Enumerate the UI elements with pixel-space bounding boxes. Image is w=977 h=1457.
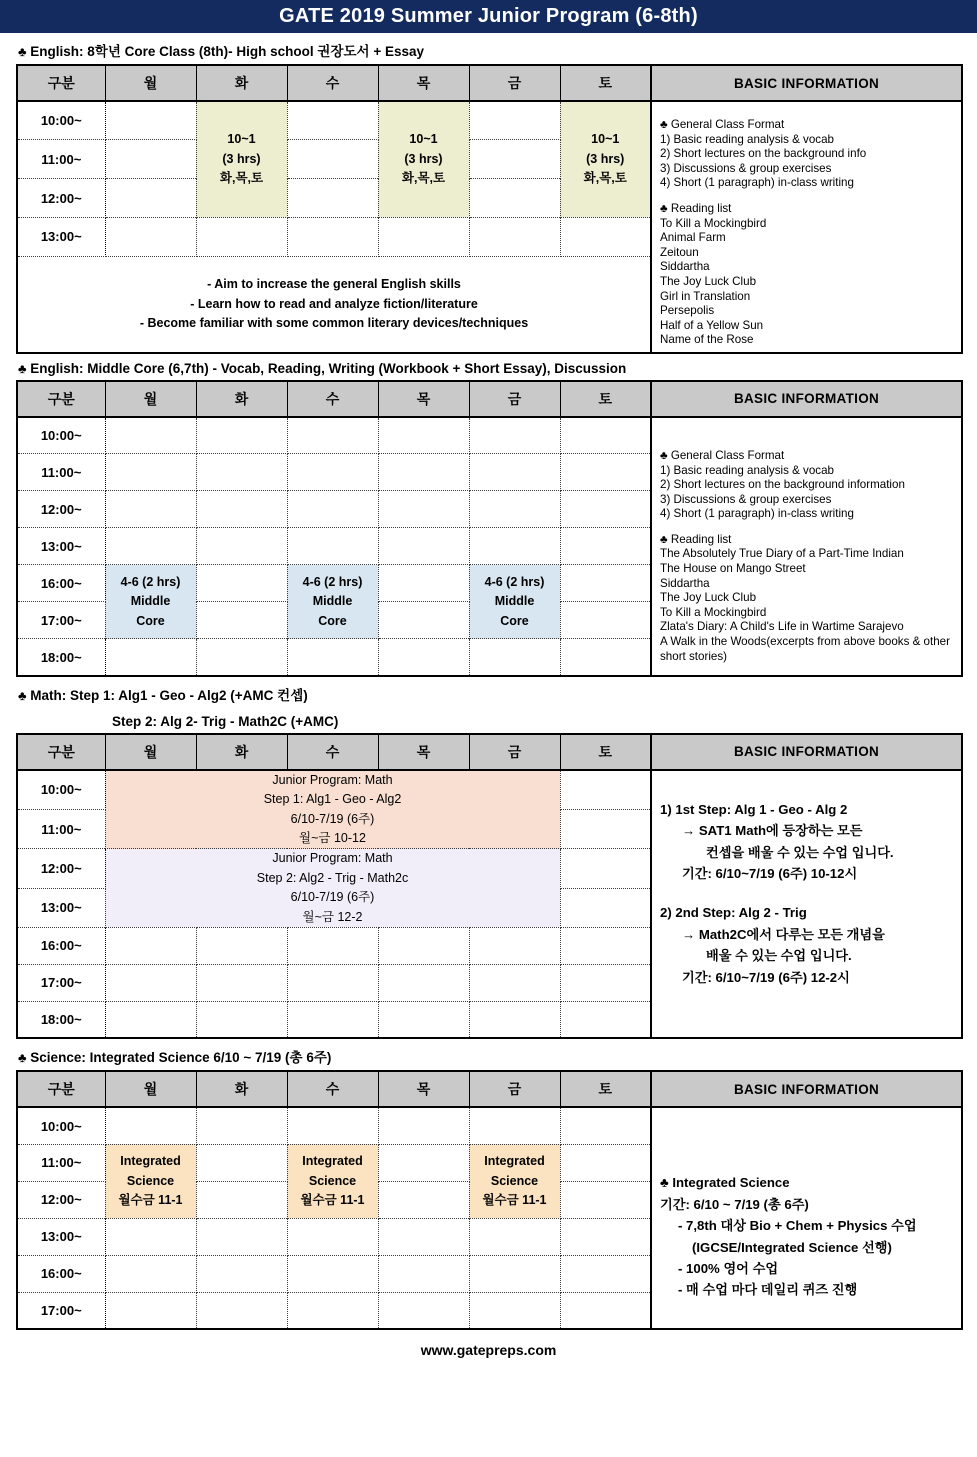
slot-fri[interactable] [469, 217, 560, 256]
time-label: 10:00~ [17, 101, 105, 140]
math-info-line: → SAT1 Math에 등장하는 모든 [682, 823, 863, 839]
math-step1-line: Junior Program: Math [272, 772, 393, 787]
slot-thu[interactable] [378, 565, 469, 602]
slot-thu[interactable] [378, 1292, 469, 1329]
section-heading-math [16, 677, 961, 708]
time-label: 17:00~ [17, 964, 105, 1001]
table-header-row [17, 734, 962, 770]
schedule-table-middle-core [16, 380, 963, 677]
time-label: 16:00~ [17, 565, 105, 602]
class-block-fri[interactable] [469, 1144, 560, 1218]
col-header-fri: 금 [469, 734, 560, 770]
math-step2-block[interactable] [105, 849, 560, 928]
col-header-thu: 목 [378, 381, 469, 417]
col-header-tue: 화 [196, 1071, 287, 1107]
math-step2-line: Step 2: Alg2 - Trig - Math2c [256, 870, 409, 885]
slot-thu[interactable] [378, 217, 469, 256]
slot-wed[interactable] [287, 528, 378, 565]
time-label: 12:00~ [17, 849, 105, 888]
time-label: 10:00~ [17, 1107, 105, 1144]
info-reading-item: Name of the Rose [660, 333, 754, 347]
slot-wed[interactable] [287, 101, 378, 140]
schedule-table-math [16, 733, 963, 1040]
slot-sat[interactable] [560, 770, 651, 810]
slot-mon[interactable] [105, 528, 196, 565]
col-header-basic-information: BASIC INFORMATION [651, 65, 962, 101]
slot-thu[interactable] [378, 528, 469, 565]
slot-wed[interactable] [287, 927, 378, 964]
basic-information-panel [651, 101, 962, 353]
class-block-line2: Science [490, 1173, 539, 1188]
class-block-sat[interactable] [560, 101, 651, 217]
science-info-line: (IGCSE/Integrated Science 선행) [692, 1239, 892, 1255]
col-header-wed: 수 [287, 1071, 378, 1107]
col-header-time: 구분 [17, 734, 105, 770]
math-info-line: 2) 2nd Step: Alg 2 - Trig [660, 905, 807, 921]
slot-sat[interactable] [560, 927, 651, 964]
class-block-line3: Core [318, 613, 347, 628]
slot-tue[interactable] [196, 1144, 287, 1181]
class-block-line2: Middle [312, 594, 353, 609]
info-format-item: 2) Short lectures on the background information [660, 478, 905, 492]
schedule-table-science [16, 1070, 963, 1330]
col-header-thu: 목 [378, 65, 469, 101]
slot-tue[interactable] [196, 927, 287, 964]
math-step2-line: 월~금 12-2 [302, 909, 363, 924]
science-info-line: - 7,8th 대상 Bio + Chem + Physics 수업 [678, 1218, 917, 1234]
slot-thu[interactable] [378, 927, 469, 964]
info-reading-item: Zeitoun [660, 245, 699, 259]
section-math [0, 677, 977, 1040]
slot-sat[interactable] [560, 1001, 651, 1038]
section-heading-english-core [16, 33, 961, 64]
slot-mon[interactable] [105, 1001, 196, 1038]
basic-information-panel [651, 417, 962, 676]
class-block-line3: 월수금 11-1 [300, 1193, 365, 1208]
table-row [17, 1107, 962, 1144]
time-label: 18:00~ [17, 1001, 105, 1038]
aim-line: - Learn how to read and analyze fiction/literature [190, 296, 478, 311]
slot-mon[interactable] [105, 964, 196, 1001]
math-info-line: 기간: 6/10~7/19 (6주) 10-12시 [682, 866, 858, 882]
class-block-line1: Integrated [120, 1154, 181, 1169]
info-reading-item: Half of a Yellow Sun [660, 318, 764, 332]
slot-wed[interactable] [287, 639, 378, 676]
info-reading-item: Persepolis [660, 304, 715, 318]
slot-sat[interactable] [560, 217, 651, 256]
slot-sat[interactable] [560, 417, 651, 454]
class-block-line3: Core [136, 613, 165, 628]
slot-tue[interactable] [196, 964, 287, 1001]
slot-sat[interactable] [560, 1255, 651, 1292]
slot-tue[interactable] [196, 1218, 287, 1255]
col-header-mon: 월 [105, 65, 196, 101]
class-block-line1: Integrated [302, 1154, 363, 1169]
info-format-item: 1) Basic reading analysis & vocab [660, 132, 834, 146]
math-step1-line: Step 1: Alg1 - Geo - Alg2 [263, 792, 402, 807]
class-block-line3: 화,목,토 [219, 171, 264, 186]
science-info-line: 기간: 6/10 ~ 7/19 (총 6주) [660, 1196, 809, 1212]
slot-tue[interactable] [196, 602, 287, 639]
col-header-tue: 화 [196, 734, 287, 770]
table-header-row [17, 1071, 962, 1107]
slot-fri[interactable] [469, 964, 560, 1001]
col-header-wed: 수 [287, 65, 378, 101]
class-block-wed[interactable] [287, 1144, 378, 1218]
basic-information-panel [651, 1107, 962, 1329]
aim-line: - Become familiar with some common literary devices/techniques [139, 316, 529, 331]
slot-tue[interactable] [196, 528, 287, 565]
slot-sat[interactable] [560, 964, 651, 1001]
col-header-time: 구분 [17, 1071, 105, 1107]
slot-mon[interactable] [105, 1107, 196, 1144]
section-english-core [0, 33, 977, 354]
slot-thu[interactable] [378, 964, 469, 1001]
slot-sat[interactable] [560, 809, 651, 849]
slot-mon[interactable] [105, 927, 196, 964]
col-header-sat: 토 [560, 1071, 651, 1107]
slot-mon[interactable] [105, 454, 196, 491]
slot-wed[interactable] [287, 1107, 378, 1144]
class-block-line2: Science [126, 1173, 175, 1188]
slot-fri[interactable] [469, 1292, 560, 1329]
col-header-sat: 토 [560, 381, 651, 417]
class-block-line3: 화,목,토 [583, 171, 627, 186]
aim-line: - Aim to increase the general English skills [207, 276, 461, 291]
class-block-fri[interactable] [469, 565, 560, 639]
slot-wed[interactable] [287, 1218, 378, 1255]
slot-sat[interactable] [560, 849, 651, 888]
section-english-middle-core [0, 354, 977, 677]
col-header-time: 구분 [17, 65, 105, 101]
slot-fri[interactable] [469, 639, 560, 676]
col-header-tue: 화 [196, 65, 287, 101]
info-reading-item: To Kill a Mockingbird [660, 216, 767, 230]
time-label: 11:00~ [17, 1144, 105, 1181]
slot-mon[interactable] [105, 140, 196, 179]
table-row [17, 101, 962, 140]
slot-sat[interactable] [560, 888, 651, 927]
info-format-item: 1) Basic reading analysis & vocab [660, 463, 834, 477]
slot-sat[interactable] [560, 1144, 651, 1181]
table-row [17, 770, 962, 810]
slot-mon[interactable] [105, 1292, 196, 1329]
slot-sat[interactable] [560, 1107, 651, 1144]
time-label: 13:00~ [17, 1218, 105, 1255]
table-header-row [17, 381, 962, 417]
class-block-line2: (3 hrs) [586, 151, 625, 166]
science-info-line: - 100% 영어 수업 [678, 1260, 779, 1276]
slot-sat[interactable] [560, 639, 651, 676]
class-block-line1: 4-6 (2 hrs) [302, 574, 363, 589]
slot-mon[interactable] [105, 1218, 196, 1255]
slot-tue[interactable] [196, 454, 287, 491]
math-info-line: 배울 수 있는 수업 입니다. [706, 948, 852, 964]
time-label: 11:00~ [17, 140, 105, 179]
time-label: 13:00~ [17, 528, 105, 565]
col-header-mon: 월 [105, 1071, 196, 1107]
class-block-line2: Middle [130, 594, 171, 609]
slot-thu[interactable] [378, 417, 469, 454]
col-header-tue: 화 [196, 381, 287, 417]
slot-thu[interactable] [378, 1218, 469, 1255]
slot-sat[interactable] [560, 491, 651, 528]
col-header-fri: 금 [469, 381, 560, 417]
class-block-line1: 4-6 (2 hrs) [120, 574, 181, 589]
club-icon: ♣ [18, 360, 27, 376]
class-block-line3: 월수금 11-1 [118, 1193, 183, 1208]
math-info-line: 기간: 6/10~7/19 (6주) 12-2시 [682, 969, 850, 985]
slot-wed[interactable] [287, 1001, 378, 1038]
slot-fri[interactable] [469, 528, 560, 565]
time-label: 16:00~ [17, 1255, 105, 1292]
slot-wed[interactable] [287, 1292, 378, 1329]
math-info-line: 컨셉을 배울 수 있는 수업 입니다. [706, 844, 894, 860]
slot-mon[interactable] [105, 217, 196, 256]
slot-thu[interactable] [378, 1144, 469, 1181]
slot-sat[interactable] [560, 565, 651, 602]
section-science [0, 1039, 977, 1330]
slot-mon[interactable] [105, 639, 196, 676]
slot-mon[interactable] [105, 491, 196, 528]
club-icon: ♣ [18, 44, 27, 59]
math-step1-line: 6/10-7/19 (6주) [290, 811, 375, 826]
info-format-item: 2) Short lectures on the background info [660, 147, 867, 161]
col-header-mon: 월 [105, 381, 196, 417]
class-block-line1: 10~1 [591, 132, 620, 147]
info-reading-item: Zlata's Diary: A Child's Life in Wartime Sarajevo [660, 620, 904, 634]
math-info-line: → Math2C에서 다루는 모든 개념을 [682, 926, 885, 942]
slot-fri[interactable] [469, 140, 560, 179]
slot-mon[interactable] [105, 1255, 196, 1292]
class-block-line1: 10~1 [409, 132, 438, 147]
basic-information-panel [651, 770, 962, 1039]
info-format-item: 3) Discussions & group exercises [660, 492, 832, 506]
col-header-fri: 금 [469, 65, 560, 101]
schedule-table-english-core [16, 64, 963, 354]
slot-tue[interactable] [196, 639, 287, 676]
slot-fri[interactable] [469, 927, 560, 964]
slot-fri[interactable] [469, 491, 560, 528]
math-step2-line: 6/10-7/19 (6주) [290, 890, 375, 905]
science-info-block [660, 1114, 957, 1300]
info-reading-item: A Walk in the Woods(excerpts from above books & other short stories) [660, 635, 950, 663]
page-title-bar [0, 0, 977, 33]
math-info-block [660, 777, 957, 988]
class-block-line2: Science [308, 1173, 357, 1188]
class-block-line3: 월수금 11-1 [482, 1193, 547, 1208]
slot-tue[interactable] [196, 491, 287, 528]
class-block-line3: Core [500, 613, 529, 628]
slot-thu[interactable] [378, 1181, 469, 1218]
class-block-thu[interactable] [378, 101, 469, 217]
col-header-thu: 목 [378, 734, 469, 770]
time-label: 16:00~ [17, 927, 105, 964]
class-block-tue[interactable] [196, 101, 287, 217]
science-info-line: - 매 수업 마다 데일리 퀴즈 진행 [678, 1282, 858, 1298]
footer [0, 1330, 977, 1358]
club-icon: ♣ [18, 1050, 27, 1066]
math-step1-block[interactable] [105, 770, 560, 849]
section-heading-middle-core [16, 354, 961, 380]
slot-sat[interactable] [560, 528, 651, 565]
slot-fri[interactable] [469, 1107, 560, 1144]
section-heading-text: English: 8학년 Core Class (8th)- High school 권장도서 + Essay [30, 44, 424, 59]
col-header-basic-information: BASIC INFORMATION [651, 381, 962, 417]
slot-fri[interactable] [469, 179, 560, 218]
col-header-basic-information: BASIC INFORMATION [651, 1071, 962, 1107]
slot-thu[interactable] [378, 491, 469, 528]
info-reading-item: Siddartha [660, 260, 710, 274]
table-header-row [17, 65, 962, 101]
col-header-wed: 수 [287, 734, 378, 770]
time-label: 10:00~ [17, 417, 105, 454]
slot-sat[interactable] [560, 602, 651, 639]
info-reading-item: Girl in Translation [660, 289, 751, 303]
science-info-line: ♣ Integrated Science [660, 1175, 790, 1191]
slot-wed[interactable] [287, 454, 378, 491]
col-header-mon: 월 [105, 734, 196, 770]
info-reading-item: To Kill a Mockingbird [660, 605, 767, 619]
info-format-item: 3) Discussions & group exercises [660, 161, 832, 175]
col-header-wed: 수 [287, 381, 378, 417]
section-heading-text: Math: Step 1: Alg1 - Geo - Alg2 (+AMC 컨셉) [30, 687, 308, 703]
section-heading-text: Science: Integrated Science 6/10 ~ 7/19 (총 6주) [30, 1050, 332, 1066]
time-label: 17:00~ [17, 602, 105, 639]
slot-sat[interactable] [560, 1181, 651, 1218]
class-block-line1: 4-6 (2 hrs) [484, 574, 545, 589]
math-info-line: 1) 1st Step: Alg 1 - Geo - Alg 2 [660, 801, 848, 817]
time-label: 18:00~ [17, 639, 105, 676]
time-label: 12:00~ [17, 491, 105, 528]
class-block-mon[interactable] [105, 1144, 196, 1218]
slot-thu[interactable] [378, 1001, 469, 1038]
slot-wed[interactable] [287, 140, 378, 179]
class-block-line2: (3 hrs) [404, 151, 443, 166]
time-label: 11:00~ [17, 454, 105, 491]
info-format-title: ♣ General Class Format [660, 118, 785, 131]
slot-thu[interactable] [378, 1107, 469, 1144]
time-label: 17:00~ [17, 1292, 105, 1329]
class-block-line1: 10~1 [227, 132, 256, 147]
time-label: 10:00~ [17, 770, 105, 810]
slot-wed[interactable] [287, 417, 378, 454]
slot-tue[interactable] [196, 1292, 287, 1329]
slot-thu[interactable] [378, 602, 469, 639]
slot-tue[interactable] [196, 1107, 287, 1144]
math-step1-line: 월~금 10-12 [299, 831, 366, 846]
aims-block [17, 256, 651, 353]
class-block-line1: Integrated [484, 1154, 545, 1169]
slot-fri[interactable] [469, 1218, 560, 1255]
club-icon: ♣ [18, 687, 27, 703]
slot-thu[interactable] [378, 639, 469, 676]
slot-fri[interactable] [469, 417, 560, 454]
info-reading-item: Siddartha [660, 576, 710, 590]
slot-sat[interactable] [560, 1292, 651, 1329]
class-block-line2: Middle [494, 594, 535, 609]
slot-mon[interactable] [105, 417, 196, 454]
info-reading-item: The Joy Luck Club [660, 274, 757, 288]
slot-tue[interactable] [196, 1001, 287, 1038]
section-heading-science [16, 1039, 961, 1070]
math-step2-line: Junior Program: Math [272, 851, 393, 866]
time-label: 12:00~ [17, 179, 105, 218]
col-header-sat: 토 [560, 65, 651, 101]
slot-wed[interactable] [287, 217, 378, 256]
slot-fri[interactable] [469, 1255, 560, 1292]
slot-wed[interactable] [287, 1255, 378, 1292]
slot-wed[interactable] [287, 964, 378, 1001]
slot-tue[interactable] [196, 565, 287, 602]
table-row [17, 417, 962, 454]
col-header-fri: 금 [469, 1071, 560, 1107]
info-format-item: 4) Short (1 paragraph) in-class writing [660, 507, 854, 521]
slot-tue[interactable] [196, 217, 287, 256]
col-header-thu: 목 [378, 1071, 469, 1107]
info-reading-item: The House on Mango Street [660, 562, 806, 576]
info-format-title: ♣ General Class Format [660, 448, 785, 462]
class-block-line3: 화,목,토 [401, 171, 446, 186]
slot-thu[interactable] [378, 454, 469, 491]
col-header-sat: 토 [560, 734, 651, 770]
time-label: 12:00~ [17, 1181, 105, 1218]
section-subheading-math: Step 2: Alg 2- Trig - Math2C (+AMC) [112, 713, 339, 729]
slot-wed[interactable] [287, 179, 378, 218]
slot-mon[interactable] [105, 101, 196, 140]
slot-tue[interactable] [196, 417, 287, 454]
info-reading-item: The Joy Luck Club [660, 591, 757, 605]
slot-sat[interactable] [560, 1218, 651, 1255]
col-header-basic-information: BASIC INFORMATION [651, 734, 962, 770]
info-reading-item: The Absolutely True Diary of a Part-Time Indian [660, 547, 904, 561]
time-label: 13:00~ [17, 217, 105, 256]
class-block-mon[interactable] [105, 565, 196, 639]
slot-tue[interactable] [196, 1181, 287, 1218]
section-heading-text: English: Middle Core (6,7th) - Vocab, Reading, Writing (Workbook + Short Essay), Discussion [30, 360, 627, 376]
website-url: www.gatepreps.com [420, 1342, 557, 1359]
slot-tue[interactable] [196, 1255, 287, 1292]
slot-fri[interactable] [469, 101, 560, 140]
slot-fri[interactable] [469, 454, 560, 491]
slot-sat[interactable] [560, 454, 651, 491]
class-block-wed[interactable] [287, 565, 378, 639]
info-reading-item: Animal Farm [660, 231, 726, 245]
slot-mon[interactable] [105, 179, 196, 218]
slot-wed[interactable] [287, 491, 378, 528]
page-title: GATE 2019 Summer Junior Program (6-8th) [279, 5, 698, 27]
slot-fri[interactable] [469, 1001, 560, 1038]
time-label: 11:00~ [17, 809, 105, 849]
info-reading-title: ♣ Reading list [660, 532, 732, 546]
class-block-line2: (3 hrs) [222, 151, 261, 166]
info-format-item: 4) Short (1 paragraph) in-class writing [660, 176, 854, 190]
time-label: 13:00~ [17, 888, 105, 927]
slot-thu[interactable] [378, 1255, 469, 1292]
col-header-time: 구분 [17, 381, 105, 417]
info-reading-title: ♣ Reading list [660, 201, 732, 215]
